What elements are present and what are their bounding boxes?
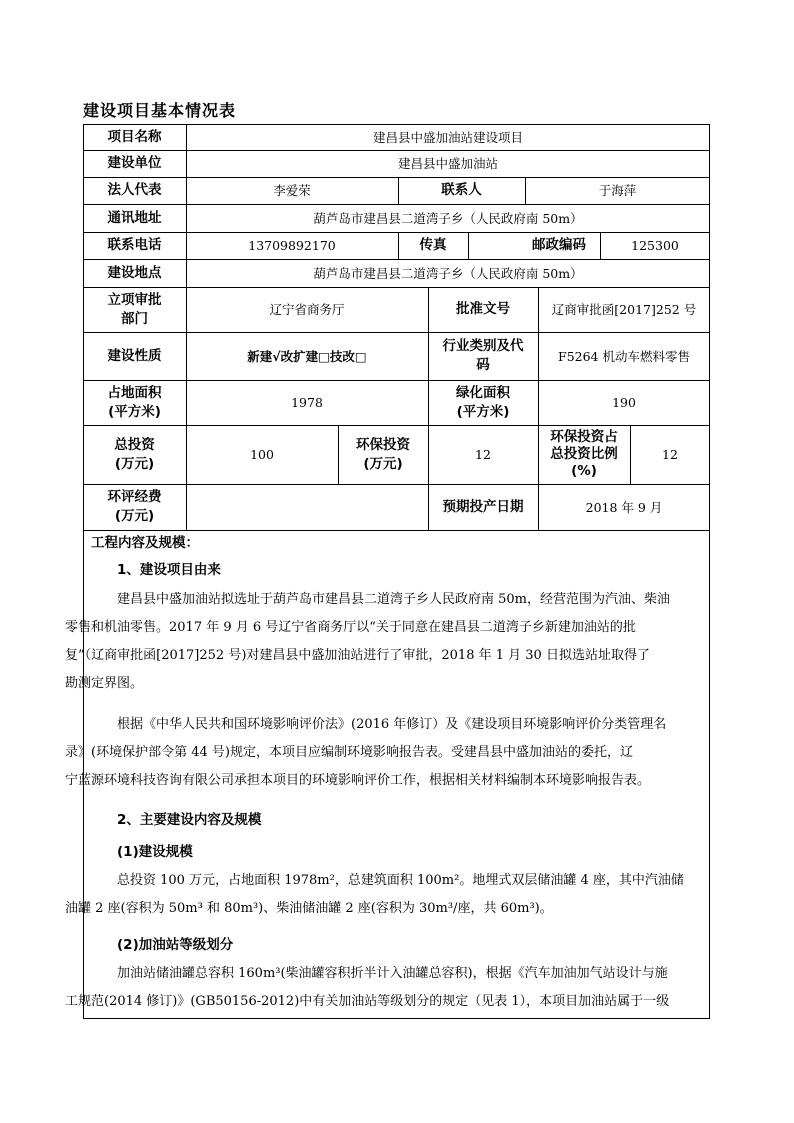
area-value: 1978 (291, 395, 323, 410)
project-name-label: 项目名称 (107, 128, 162, 145)
address-value: 葫芦岛市建昌县二道湾子乡（人民政府南 50m） (313, 210, 583, 226)
env-invest-label (338, 425, 428, 484)
date-label: 预期投产日期 (442, 498, 524, 515)
project-name-value: 建昌县中盛加油站建设项目 (372, 129, 523, 145)
green-value: 190 (612, 395, 636, 410)
paragraph-1 (65, 586, 703, 698)
paragraph-1-line-1: 建昌县中盛加油站拟选址于葫芦岛市建昌县二道湾子乡人民政府南 50m，经营范围为汽油、柴油 (117, 592, 671, 607)
legal-rep-value: 李爱荣 (273, 183, 311, 198)
phone-label: 联系电话 (107, 237, 162, 253)
date-value: 2018 年 9 月 (585, 499, 663, 515)
invest-label-line1: 总投资 (114, 436, 155, 453)
paragraph-2-line-1: 根据《中华人民共和国环境影响评价法》(2016 年修订）及《建设项目环境影响评价分类管理名 (117, 717, 667, 732)
area-label-line2: (平方米) (108, 403, 161, 420)
green-label (428, 380, 538, 425)
eia-fee-label (83, 484, 186, 530)
section-2-title: 2、主要建设内容及规模 (117, 812, 262, 828)
nature-label: 建设性质 (107, 347, 162, 364)
section-1-title: 1、建设项目由来 (117, 562, 221, 578)
approval-dept-label-line2: 部门 (121, 310, 148, 327)
industry-label-line2: 码 (476, 357, 490, 373)
paragraph-2-line-3: 宁蓝源环境科技咨询有限公司承担本项目的环境影响评价工作，根据相关材料编制本环境影响报告表。 (65, 773, 651, 788)
paragraph-1-line-4: 勘测定界图。 (65, 676, 144, 691)
subsection-2-title: (2)加油站等级划分 (117, 937, 234, 953)
site-value: 葫芦岛市建昌县二道湾子乡（人民政府南 50m） (313, 265, 583, 281)
paragraph-1-line-3: 复”（辽商审批函[2017]252 号)对建昌县中盛加油站进行了审批，2018 年 1 月 30 日拟选站址取得了 (65, 648, 650, 663)
green-label-line2: (平方米) (456, 403, 510, 420)
paragraph-1-line-2: 零售和机油零售。2017 年 9 月 6 号辽宁省商务厅以“关于同意在建昌县二道湾子乡新建加油站的批 (65, 620, 636, 635)
industry-label (428, 332, 538, 380)
paragraph-4-line-2: 工规范(2014 修订)》(GB50156-2012)中有关加油站等级划分的规定（见表 1），本项目加油站属于一级 (65, 994, 670, 1009)
fax-value (468, 232, 518, 259)
eia-fee-label-line1: 环评经费 (107, 489, 162, 505)
eia-fee-label-line2: (万元) (114, 508, 155, 524)
paragraph-4 (65, 960, 703, 1016)
paragraph-4-line-1: 加油站储油罐总容积 160m³(柴油罐容积折半计入油罐总容积)，根据《汽车加油加气站设计与施 (117, 966, 668, 981)
subsection-1-title: (1)建设规模 (117, 844, 193, 860)
postcode-label: 邮政编码 (532, 237, 586, 253)
ratio-value: 12 (662, 447, 678, 462)
site-label: 建设地点 (107, 264, 162, 281)
phone-value: 13709892170 (248, 238, 336, 253)
postcode-value: 125300 (631, 238, 679, 253)
paragraph-3 (65, 867, 703, 923)
ratio-label (538, 425, 630, 484)
contact-label: 联系人 (441, 182, 482, 198)
paragraph-3-line-2: 油罐 2 座(容积为 50m³ 和 80m³)、柴油储油罐 2 座(容积为 30m³/座，共 60m³)。 (65, 901, 553, 916)
env-invest-label-line2: (万元) (363, 455, 403, 472)
approval-dept-value: 辽宁省商务厅 (269, 302, 345, 317)
content-heading: 工程内容及规模： (91, 535, 199, 551)
ratio-label-line2: 总投资比例 (550, 446, 618, 462)
industry-label-line1: 行业类别及代 (442, 338, 524, 354)
approval-dept-label-line1: 立项审批 (107, 291, 162, 308)
green-label-line1: 绿化面积 (456, 384, 510, 401)
area-label-line1: 占地面积 (107, 384, 162, 401)
paragraph-2 (65, 711, 703, 795)
industry-value: F5264 机动车燃料零售 (558, 348, 690, 364)
address-label: 通讯地址 (107, 209, 162, 226)
env-invest-value: 12 (475, 447, 491, 462)
unit-value: 建昌县中盛加油站 (397, 156, 498, 171)
approval-no-value: 辽商审批函[2017]252 号 (551, 302, 697, 317)
approval-dept-label (83, 287, 186, 332)
env-invest-label-line1: 环保投资 (356, 436, 410, 453)
ratio-label-line3: (%) (571, 463, 597, 479)
nature-value: 新建√改扩建□技改□ (247, 348, 367, 364)
contact-value: 于海萍 (598, 183, 637, 198)
area-label (83, 380, 186, 425)
legal-rep-label: 法人代表 (107, 182, 162, 198)
approval-no-label: 批准文号 (456, 301, 510, 317)
ratio-label-line1: 环保投资占 (550, 429, 618, 445)
eia-fee-value (186, 484, 428, 530)
paragraph-3-line-1: 总投资 100 万元，占地面积 1978m²，总建筑面积 100m²。地埋式双层储油罐 4 座，其中汽油储 (117, 873, 684, 888)
paragraph-2-line-2: 录》(环境保护部令第 44 号)规定，本项目应编制环境影响报告表。受建昌县中盛加油站的委托，辽 (65, 745, 633, 760)
fax-label: 传真 (419, 237, 447, 253)
invest-label-line2: (万元) (114, 455, 155, 472)
page-title: 建设项目基本情况表 (83, 101, 237, 120)
invest-value: 100 (250, 447, 274, 462)
invest-label (83, 425, 186, 484)
unit-label: 建设单位 (107, 155, 162, 171)
